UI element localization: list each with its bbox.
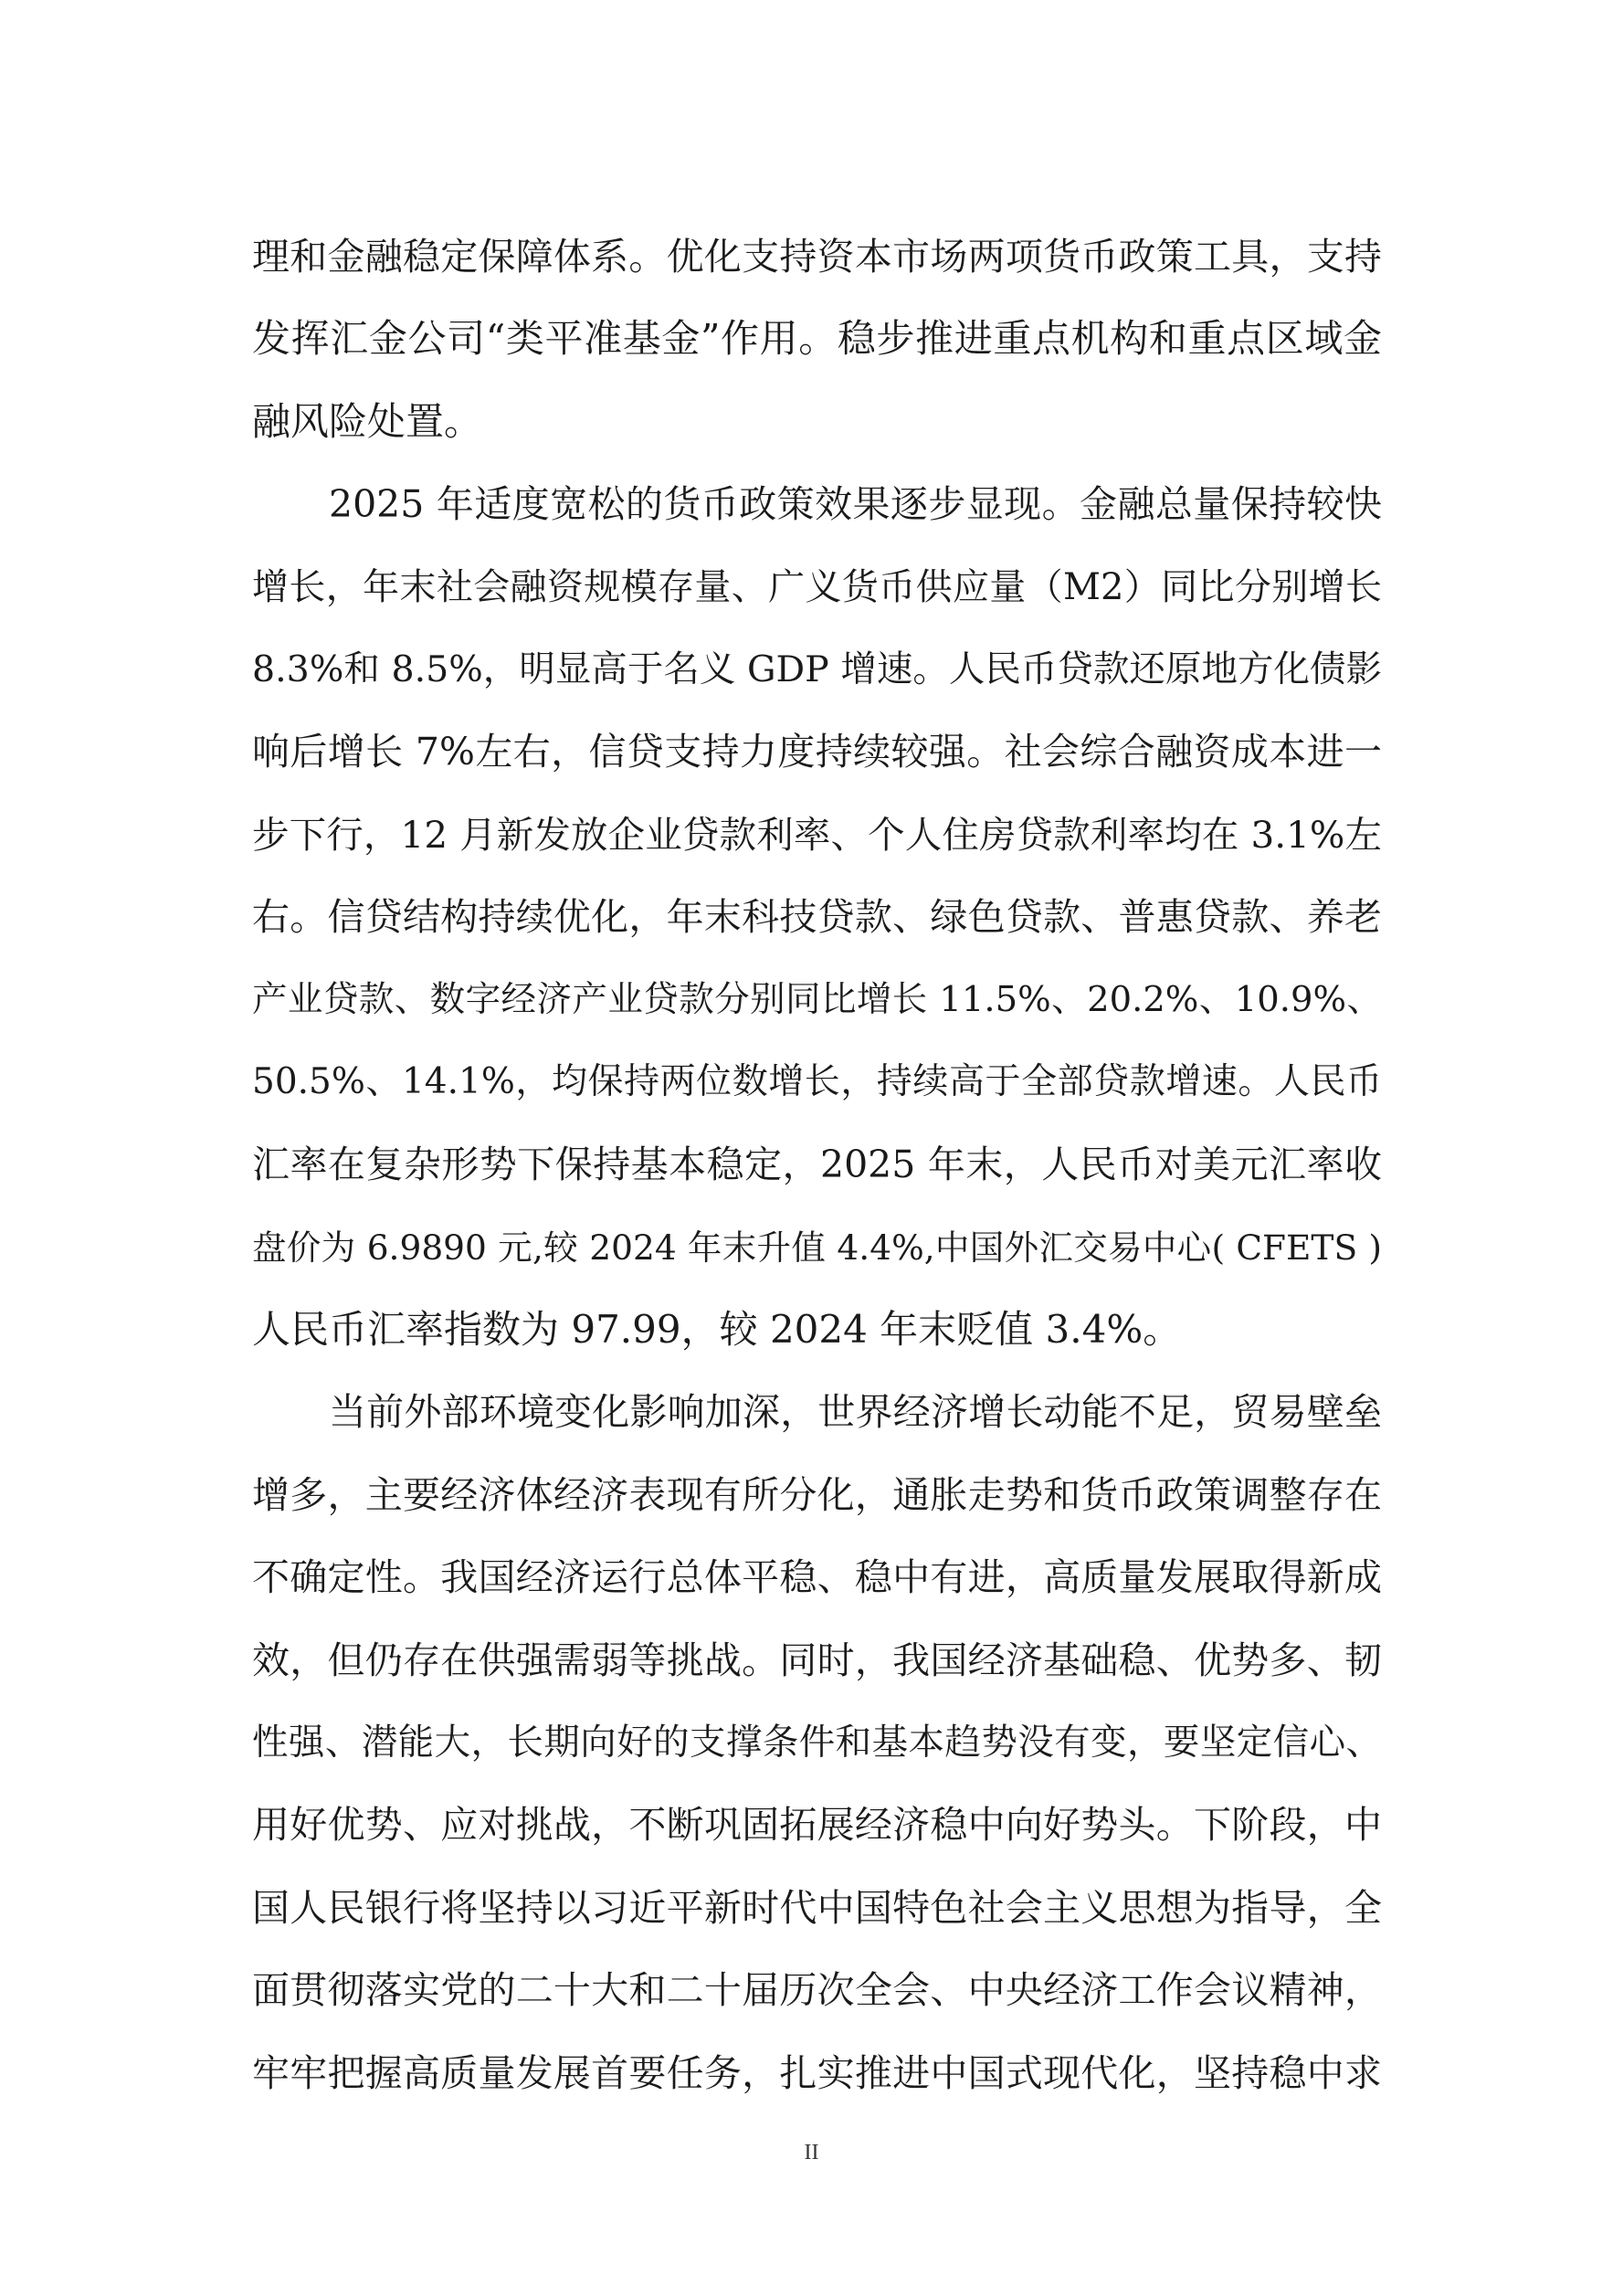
text-line: 2025 年适度宽松的货币政策效果逐步显现。金融总量保持较快 — [329, 482, 1382, 527]
text-line: 当前外部环境变化影响加深，世界经济增长动能不足，贸易壁垒 — [329, 1390, 1382, 1435]
text-line: 增长，年末社会融资规模存量、广义货币供应量（M2）同比分别增长 — [252, 565, 1382, 608]
text-line: 汇率在复杂形势下保持基本稳定，2025 年末，人民币对美元汇率收 — [252, 1143, 1382, 1187]
text-line: 盘价为 6.9890 元,较 2024 年末升值 4.4%,中国外汇交易中心( CFETS ) — [252, 1227, 1382, 1268]
text-line: 效，但仍存在供强需弱等挑战。同时，我国经济基础稳、优势多、韧 — [252, 1638, 1382, 1682]
text-line: 性强、潜能大，长期向好的支撑条件和基本趋势没有变，要坚定信心、 — [252, 1722, 1382, 1764]
paragraph-3 — [252, 1371, 1382, 2114]
text-line: 50.5%、14.1%，均保持两位数增长，持续高于全部贷款增速。人民币 — [252, 1060, 1382, 1102]
body-text — [252, 216, 1382, 2114]
text-line: 8.3%和 8.5%，明显高于名义 GDP 增速。人民币贷款还原地方化债影 — [252, 648, 1382, 690]
paragraph-2 — [252, 463, 1382, 1371]
paragraph-1 — [252, 216, 1382, 463]
text-line: 产业贷款、数字经济产业贷款分别同比增长 11.5%、20.2%、10.9%、 — [252, 978, 1382, 1020]
text-line: 用好优势、应对挑战，不断巩固拓展经济稳中向好势头。下阶段，中 — [252, 1803, 1382, 1848]
text-line: 不确定性。我国经济运行总体平稳、稳中有进，高质量发展取得新成 — [252, 1555, 1382, 1600]
text-line: 理和金融稳定保障体系。优化支持资本市场两项货币政策工具，支持 — [252, 235, 1382, 279]
text-line: 增多，主要经济体经济表现有所分化，通胀走势和货币政策调整存在 — [252, 1472, 1382, 1517]
text-line: 牢牢把握高质量发展首要任务，扎实推进中国式现代化，坚持稳中求 — [252, 2050, 1382, 2095]
text-line: 融风险处置。 — [252, 398, 483, 444]
text-line: 人民币汇率指数为 97.99，较 2024 年末贬值 3.4%。 — [252, 1307, 1182, 1353]
text-line: 发挥汇金公司“类平准基金”作用。稳步推进重点机构和重点区域金 — [252, 316, 1382, 362]
text-line: 响后增长 7%左右，信贷支持力度持续较强。社会综合融资成本进一 — [252, 730, 1382, 774]
text-line: 右。信贷结构持续优化，年末科技贷款、绿色贷款、普惠贷款、养老 — [252, 895, 1382, 940]
text-line: 面贯彻落实党的二十大和二十届历次全会、中央经济工作会议精神， — [252, 1968, 1382, 2013]
text-line: 步下行，12 月新发放企业贷款利率、个人住房贷款利率均在 3.1%左 — [252, 812, 1382, 857]
page-number: II — [804, 2141, 819, 2164]
text-line: 国人民银行将坚持以习近平新时代中国特色社会主义思想为指导，全 — [252, 1885, 1382, 1930]
